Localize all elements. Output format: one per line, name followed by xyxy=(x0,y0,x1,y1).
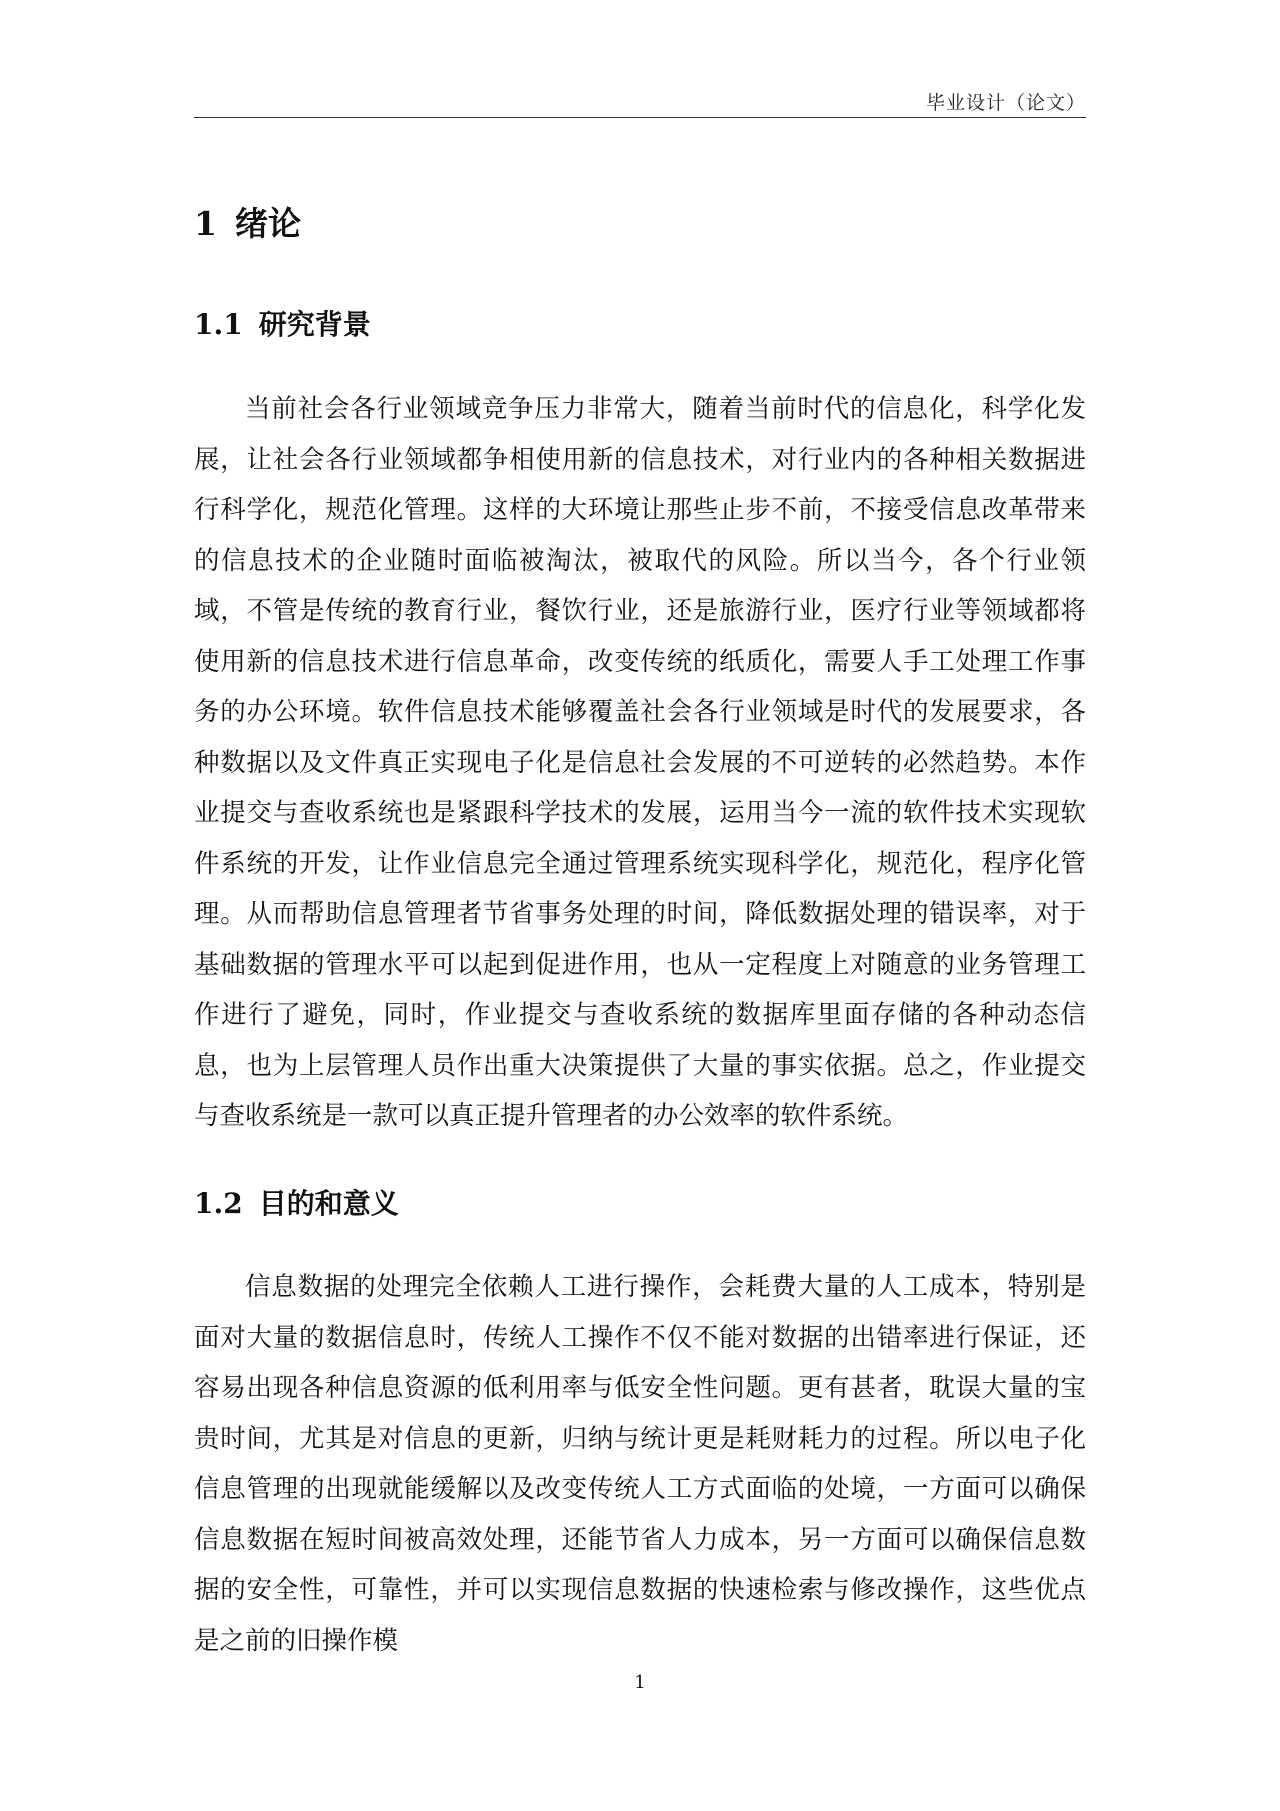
chapter-number: 1 xyxy=(194,204,217,243)
section-title-text-1-1: 研究背景 xyxy=(258,308,371,341)
section-number-1-1: 1.1 xyxy=(194,308,243,341)
chapter-title-text: 绪论 xyxy=(234,204,301,243)
chapter-title xyxy=(194,198,301,245)
header-rule xyxy=(194,117,1086,118)
section-number-1-2: 1.2 xyxy=(194,1187,243,1220)
section-title-text-1-2: 目的和意义 xyxy=(258,1187,399,1220)
running-header: 毕业设计（论文） xyxy=(925,92,1086,114)
paragraph-purpose-significance: 信息数据的处理完全依赖人工进行操作，会耗费大量的人工成本，特别是面对大量的数据信息时，传统人工操作不仅不能对数据的出错率进行保证，还容易出现各种信息资源的低利用率与低安全性问题。更有甚者，耽误大量的宝贵时间，尤其是对信息的更新，归纳与统计更是耗财耗力的过程。所以电子化信息管理的出现就能缓解以及改变传统人工方式面临的处境，一方面可以确保信息数据在短时间被高效处理，还能节省人力成本，另一方面可以确保信息数据的安全性，可靠性，并可以实现信息数据的快速检索与修改操作，这些优点是之前的旧操作模 xyxy=(194,1272,1086,1656)
section-title-1-1 xyxy=(194,303,371,343)
paragraph-research-background: 当前社会各行业领域竞争压力非常大，随着当前时代的信息化，科学化发展，让社会各行业领域都争相使用新的信息技术，对行业内的各种相关数据进行科学化，规范化管理。这样的大环境让那些止步不前，不接受信息改革带来的信息技术的企业随时面临被淘汰，被取代的风险。所以当今，各个行业领域，不管是传统的教育行业，餐饮行业，还是旅游行业，医疗行业等领域都将使用新的信息技术进行信息革命，改变传统的纸质化，需要人手工处理工作事务的办公环境。软件信息技术能够覆盖社会各行业领域是时代的发展要求，各种数据以及文件真正实现电子化是信息社会发展的不可逆转的必然趋势。本作业提交与查收系统也是紧跟科学技术的发展，运用当今一流的软件技术实现软件系统的开发，让作业信息完全通过管理系统实现科学化，规范化，程序化管理。从而帮助信息管理者节省事务处理的时间，降低数据处理的错误率，对于基础数据的管理水平可以起到促进作用，也从一定程度上对随意的业务管理工作进行了避免，同时，作业提交与查收系统的数据库里面存储的各种动态信息，也为上层管理人员作出重大决策提供了大量的事实依据。总之，作业提交与查收系统是一款可以真正提升管理者的办公效率的软件系统。 xyxy=(194,394,1086,1131)
page-number: 1 xyxy=(634,1672,646,1693)
section-title-1-2 xyxy=(194,1182,399,1222)
